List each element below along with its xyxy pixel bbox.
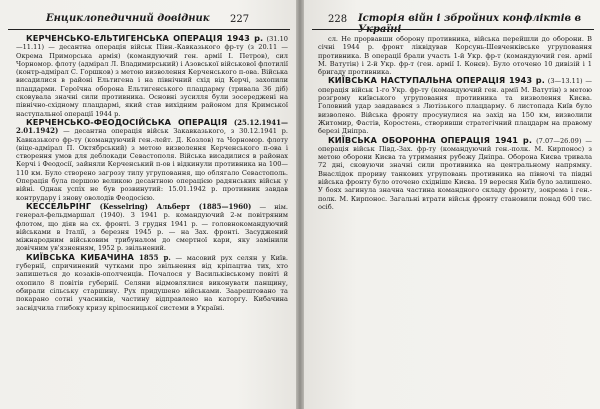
book-gutter xyxy=(296,0,304,409)
entry xyxy=(318,136,592,212)
right-page xyxy=(304,0,600,409)
entry-text: — масовий рух селян у Київ. губернії, спричинений чутками про звільнення від кріпацтва тих, хто запишеться до козаків-ополченців. Почалося у Васильківському повіті й охопило 8 повітів губернії. Селяни відмовлялися виконувати панщину, обирали сільську старшину. Рух придушено військами. Заарештовано та покарано сотні учасників, частину відправлено на каторгу. Кибачина засвідчила глибоку кризу кріпосницької системи в Україні. xyxy=(16,253,288,312)
entry xyxy=(16,253,288,312)
entry-heading-dates: (25.12.1941—2.01.1942) xyxy=(16,117,288,136)
entry-heading: КЕРЧЕНСЬКО-ФЕОДОСІЙСЬКА ОПЕРАЦІЯ xyxy=(26,116,228,127)
entry xyxy=(318,76,592,135)
right-page-number: 228 xyxy=(328,14,348,25)
entry-heading: КИЇВСЬКА КИБАЧИНА xyxy=(26,251,134,262)
entry xyxy=(16,34,288,118)
entry-heading: КЕССЕЛЬРІНГ xyxy=(26,200,92,211)
right-text-column xyxy=(318,34,592,211)
left-header-rule xyxy=(8,29,290,30)
entry-text: (3—13.11) — операція військ 1-го Укр. фр-ту (командуючий ген. армії М. Ватутін) з метою розгрому київського угруповання противника та визволення Києва. Головний удар завдавався з Лютізького плацдарму. 6 листопада Київ було визволено. Війська фронту просунулися на захід на 150 км, визволили Житомир, Фастів, Коростень, створивши стратегічний плацдарм на правому березі Дніпра. xyxy=(318,77,592,136)
entry-text: — нім. генерал-фельдмаршал (1940). З 1941 р. командуючий 2-м повітряним флотом, що діяв на сх. фронті. З грудня 1941 р. — головнокомандуючий військами в Італії, з березня 1945 р. — на Зах. фронті. Засуджений міжнародним військовим трибуналом до смертної кари, яку замінили довічним ув'язненням, 1952 р. звільнений. xyxy=(16,202,288,253)
entry-text: сл. Не прорвавши оборону противника, війська перейшли до оборони. В січні 1944 р. фронт ліквідував Корсунь-Шевченківське угруповання противника. В операції брали участь 1-й Укр. фр-т (командуючий ген. армії М. Ватутін) і 2-й Укр. фр-т (ген. армії І. Конєв). Було оточено 10 дивізій і 1 бригаду противника. xyxy=(318,35,592,77)
entry-heading: КИЇВСЬКА ОБОРОННА ОПЕРАЦІЯ 1941 р. xyxy=(328,134,533,145)
entry xyxy=(16,118,288,202)
entry-heading-dates: (Kesselring) Альберт (1885—1960) xyxy=(91,201,252,211)
left-header-title: Енциклопедичний довідник xyxy=(46,13,210,24)
left-text-column xyxy=(16,34,288,312)
right-header-title: Історія війн і збройних конфліктів в xyxy=(358,13,582,24)
entry-heading: КИЇВСЬКА НАСТУПАЛЬНА ОПЕРАЦІЯ 1943 р. xyxy=(328,75,545,86)
entry-text: — десантна операція військ Закавказького, з 30.12.1941 р. Кавказького фр-ту (командуючий ген.-лейт. Д. Козлов) та Чорномор. флоту (віце-адмірал П. Октябрський) з метою визволення Керченського п-ова і створення умов для деблокади Севастополя. Війська висадилися в районах Керчі і Феодосії, зайняли Керченський п-ов і відкинули противника на 100—110 км. Було створено загрозу тилу угруповання, що облягало Севастополь. Операція була першою великою десантною операцією радянських військ у війні. Однак успіх не був розвинутий: 15.01.1942 р. противник завдав контрудару і знову оволодів Феодосією. xyxy=(16,127,288,202)
entry xyxy=(16,202,288,253)
right-header-rule xyxy=(312,29,594,30)
entry-text: (7.07—26.09) — операція військ Півд.-Зах. фр-ту (командуючий ген.-полк. М. Кирпонос) з метою оборони Києва та утримання рубежу Дніпра. Оборона Києва тривала 72 дні, сковуючи значні сили противника на центральному напрямку. Внаслідок прориву танкових угруповань противника на півночі та півдні війська фронту було оточено східніше Києва. 19 вересня Київ було залишено. У боях загинула значна частина командного складу фронту, зокрема і ген.-полк. М. Кирпонос. Загальні втрати військ фронту становили понад 600 тис. осіб. xyxy=(318,136,592,211)
entry-heading: КЕРЧЕНСЬКО-ЕЛЬТИГЕНСЬКА ОПЕРАЦІЯ 1943 р. xyxy=(26,33,264,43)
left-page xyxy=(0,0,296,409)
entry-text: (31.10—11.11) — десантна операція військ Півн.-Кавказького фр-ту (з 20.11 — Окрема Приморська армія) (командуючий ген. армії І. Петров), сил Чорномор. флоту (адмірал Л. Владимирський) і Азовської військової флотилії (контр-адмірал С. Горшков) з метою визволення Керченського п-ова. Війська висадилися в районі Ельтигена і на північний схід від Керчі, захопили плацдарми. Героїчна оборона Ельтигенського плацдарму (тривала 36 діб) сковувала значні сили противника. Основні зусилля були зосереджені на північно-східному плацдармі, який став вихідним районом для Кримської наступальної операції 1944 р. xyxy=(16,35,288,118)
entry-heading-dates: 1855 р. xyxy=(134,252,171,262)
left-page-number: 227 xyxy=(230,14,250,25)
entry xyxy=(318,34,592,76)
